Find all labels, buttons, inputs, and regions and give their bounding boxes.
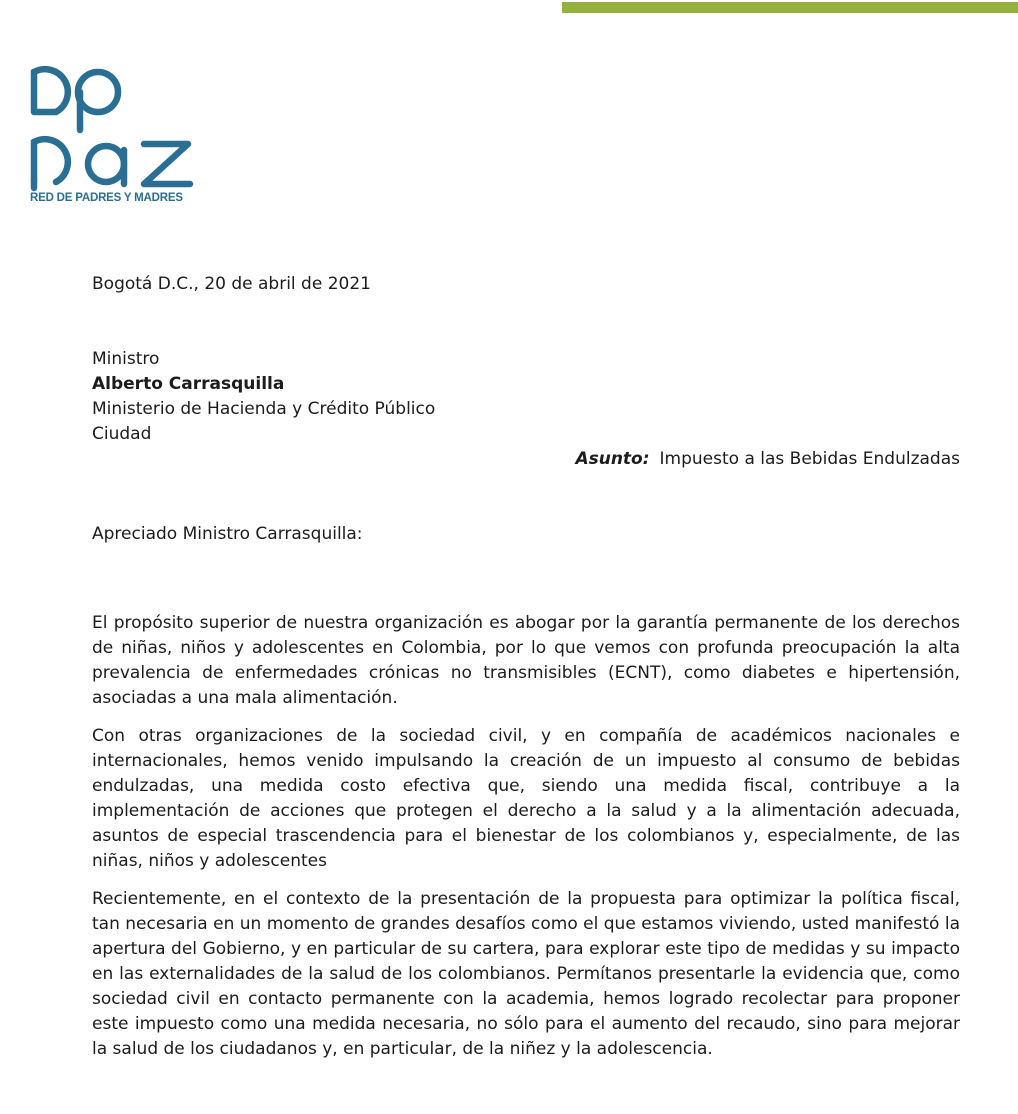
header-accent-bar: [562, 2, 1018, 13]
recipient-title: Ministro: [92, 349, 160, 369]
papaz-logo-icon: [28, 50, 200, 195]
recipient-organization: Ministerio de Hacienda y Crédito Público: [92, 399, 436, 419]
subject-line: [92, 447, 960, 472]
logo-tagline: RED DE PADRES Y MADRES: [30, 192, 183, 204]
letter-body: [92, 272, 960, 1062]
subject-label: Asunto:: [575, 449, 650, 469]
subject-text: Impuesto a las Bebidas Endulzadas: [659, 449, 960, 469]
recipient-city: Ciudad: [92, 424, 152, 444]
paragraph-2: Con otras organizaciones de la sociedad civil, y en compañía de académicos nacionales e internacionales, hemos venido impulsando la creación de un impuesto al consumo de bebidas endulzadas, una medida costo efectiva que, siendo una medida fiscal, contribuye a la implementación de acciones que protegen el derecho a la salud y a la alimentación adecuada, asuntos de especial trascendencia para el bienestar de los colombianos y, especialmente, de las niñas, niños y adolescentes: [92, 726, 960, 871]
paragraph-1: El propósito superior de nuestra organización es abogar por la garantía permanente de los derechos de niñas, niños y adolescentes en Colombia, por lo que vemos con profunda preocupación la alta prevalencia de enfermedades crónicas no transmisibles (ECNT), como diabetes e hipertensión, asociadas a una mala alimentación.: [92, 613, 960, 708]
papaz-logo: [28, 50, 200, 208]
recipient-block: [92, 347, 960, 447]
recipient-name: Alberto Carrasquilla: [92, 374, 285, 394]
salutation: Apreciado Ministro Carrasquilla:: [92, 524, 363, 544]
paragraph-3: Recientemente, en el contexto de la presentación de la propuesta para optimizar la política fiscal, tan necesaria en un momento de grandes desafíos como el que estamos viviendo, usted manifestó la apertura del Gobierno, y en particular de su cartera, para explorar este tipo de medidas y su impacto en las externalidades de la salud de los colombianos. Permítanos presentarle la evidencia que, como sociedad civil en contacto permanente con la academia, hemos logrado recolectar para proponer este impuesto como una medida necesaria, no sólo para el aumento del recaudo, sino para mejorar la salud de los ciudadanos y, en particular, de la niñez y la adolescencia.: [92, 889, 960, 1059]
letter-date: Bogotá D.C., 20 de abril de 2021: [92, 274, 371, 294]
